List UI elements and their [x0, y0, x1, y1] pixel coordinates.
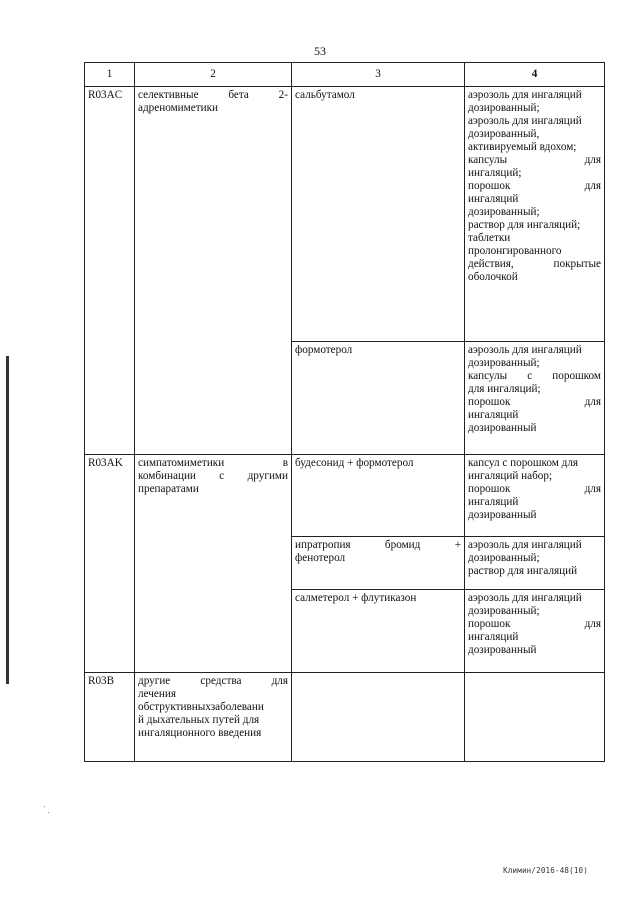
footer-code: Климин/2016-48(10) — [503, 866, 588, 875]
group-name-line: препаратами — [138, 483, 199, 495]
group-name-line: симпатомиметики в — [138, 457, 288, 469]
group-name-line: обструктивныхзаболевани — [138, 701, 264, 713]
dosage-form-line: капсулы для — [468, 154, 601, 166]
dosage-form-line: ингаляций — [468, 409, 519, 421]
dosage-form-line: порошок для — [468, 618, 601, 630]
dosage-form-line: капсул с порошком для — [468, 457, 579, 469]
dosage-form-line: раствор для ингаляций — [468, 565, 578, 577]
dosage-form-line: порошок для — [468, 180, 601, 192]
dosage-forms — [465, 455, 605, 537]
dosage-form-line: аэрозоль для ингаляций — [468, 539, 582, 551]
dosage-form-line: аэрозоль для ингаляций — [468, 115, 582, 127]
dosage-form-line: раствор для ингаляций; — [468, 219, 581, 231]
dosage-form-line: порошок для — [468, 396, 601, 408]
dosage-form-line: дозированный; — [468, 357, 540, 369]
drug-name-line: ипратропия бромид + — [295, 539, 461, 551]
group-name-line: другие средства для — [138, 675, 288, 687]
empty-cell — [292, 673, 465, 762]
atc-code: R03AC — [85, 87, 135, 455]
column-header: 3 — [292, 63, 465, 87]
group-name-line: селективные бета 2- — [138, 89, 288, 101]
group-name-line: адреномиметики — [138, 102, 218, 114]
table-row — [85, 673, 605, 762]
atc-code: R03B — [85, 673, 135, 762]
group-name-line: лечения — [138, 688, 176, 700]
dosage-form-line: ингаляций — [468, 193, 519, 205]
dosage-form-line: аэрозоль для ингаляций — [468, 89, 582, 101]
dosage-form-line: дозированный — [468, 422, 537, 434]
dosage-form-line: дозированный — [468, 509, 537, 521]
dosage-form-line: активируемый вдохом; — [468, 141, 577, 153]
dosage-forms — [465, 342, 605, 455]
scan-edge-bar — [6, 356, 9, 684]
page-number: 53 — [314, 44, 326, 58]
drug-name — [292, 537, 465, 590]
column-header: 1 — [85, 63, 135, 87]
table-row — [85, 455, 605, 537]
dosage-form-line: пролонгированного — [468, 245, 562, 257]
scan-speck — [44, 806, 45, 807]
dosage-form-line: оболочкой — [468, 271, 518, 283]
drug-name: салметерол + флутиказон — [292, 590, 465, 673]
drug-name: будесонид + формотерол — [292, 455, 465, 537]
dosage-form-line: ингаляций; — [468, 167, 522, 179]
dosage-forms — [465, 87, 605, 342]
drug-name: формотерол — [292, 342, 465, 455]
dosage-form-line: ингаляций — [468, 631, 519, 643]
drug-name-line: фенотерол — [295, 552, 346, 564]
dosage-form-line: аэрозоль для ингаляций — [468, 344, 582, 356]
column-header: 4 — [465, 63, 605, 87]
dosage-form-line: для ингаляций; — [468, 383, 541, 395]
group-name-line: комбинации с другими — [138, 470, 288, 482]
dosage-form-line: дозированный; — [468, 102, 540, 114]
group-name-line: ингаляционного введения — [138, 727, 262, 739]
dosage-form-line: дозированный — [468, 644, 537, 656]
table-header-row — [85, 63, 605, 87]
dosage-form-line: ингаляций — [468, 496, 519, 508]
atc-code: R03AK — [85, 455, 135, 673]
dosage-form-line: дозированный; — [468, 552, 540, 564]
table-row — [85, 87, 605, 342]
dosage-form-line: капсулы с порошком — [468, 370, 601, 382]
dosage-form-line: порошок для — [468, 483, 601, 495]
dosage-form-line: действия, покрытые — [468, 258, 601, 270]
dosage-form-line: аэрозоль для ингаляций — [468, 592, 582, 604]
drug-classification-table — [84, 62, 605, 762]
dosage-forms — [465, 590, 605, 673]
dosage-form-line: таблетки — [468, 232, 511, 244]
dosage-forms — [465, 537, 605, 590]
column-header: 2 — [135, 63, 292, 87]
group-name — [135, 455, 292, 673]
group-name — [135, 87, 292, 455]
scan-speck — [48, 812, 49, 813]
drug-name: сальбутамол — [292, 87, 465, 342]
dosage-form-line: ингаляций набор; — [468, 470, 553, 482]
dosage-form-line: дозированный; — [468, 605, 540, 617]
group-name-line: й дыхательных путей для — [138, 714, 260, 726]
dosage-form-line: дозированный, — [468, 128, 540, 140]
dosage-form-line: дозированный; — [468, 206, 540, 218]
empty-cell — [465, 673, 605, 762]
group-name — [135, 673, 292, 762]
